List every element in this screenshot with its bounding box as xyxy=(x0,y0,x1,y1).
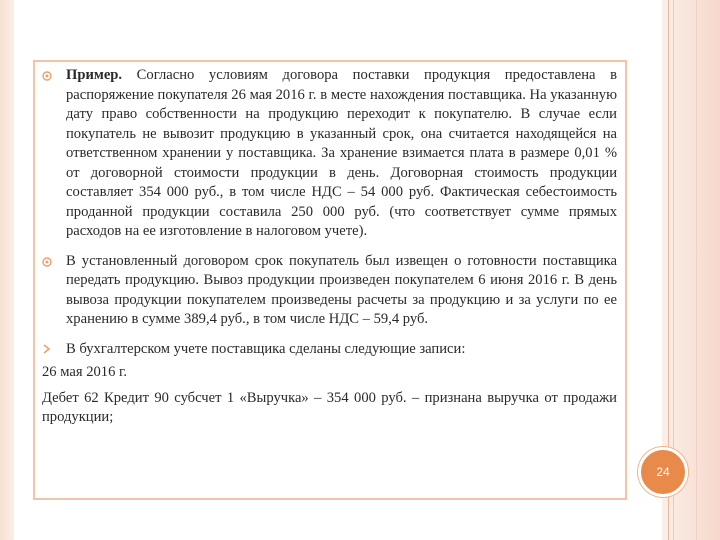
page-number-badge xyxy=(638,447,688,497)
page-number: 24 xyxy=(656,465,670,479)
paragraph-example xyxy=(42,66,617,242)
slide-content xyxy=(42,66,617,434)
paragraph-records-intro xyxy=(42,340,617,360)
records-intro-text: В бухгалтерском учете поставщика сделаны следующие записи: xyxy=(66,340,466,357)
date-heading: 26 мая 2016 г. xyxy=(42,364,128,380)
left-decor-stripe xyxy=(0,0,14,540)
accounting-entry: Дебет 62 Кредит 90 субсчет 1 «Выручка» – 354 000 руб. – признана выручка от продажи продукции; xyxy=(42,389,617,425)
paragraph-notice xyxy=(42,252,617,330)
flower-bullet-icon xyxy=(42,71,52,81)
decor-line xyxy=(696,0,697,540)
flower-bullet-icon xyxy=(42,257,52,267)
example-text: Согласно условиям договора поставки продукция предоставлена в распоряжение покупателя 26 мая 2016 г. в месте нахождения поставщика. На указанную дату право собственности на продукцию переходит к покупателю. В случае если покупатель не вывозит продукцию в указанный срок, она считается находящейся на ответственном хранении у поставщика. За хранение взимается плата в размере 0,01 % от договорной стоимости продукции в день. Договорная стоимость продукции составляет 354 000 руб., в том числе НДС – 54 000 руб. Фактическая себестоимость проданной продукции составила 250 000 руб. (что соответствует сумме прямых расходов на ее изготовление в налоговом учете). xyxy=(66,67,617,239)
example-lead: Пример. xyxy=(66,67,123,83)
arrow-bullet-icon xyxy=(42,344,52,354)
notice-text: В установленный договором срок покупатель был извещен о готовности поставщика передать продукцию. Вывоз продукции произведен покупателем 6 июня 2016 г. В день вывоза продукции покупателем произведены расчеты за продукцию и за услуги по ее хранению в сумме 389,4 руб., в том числе НДС – 59,4 руб. xyxy=(66,252,617,327)
